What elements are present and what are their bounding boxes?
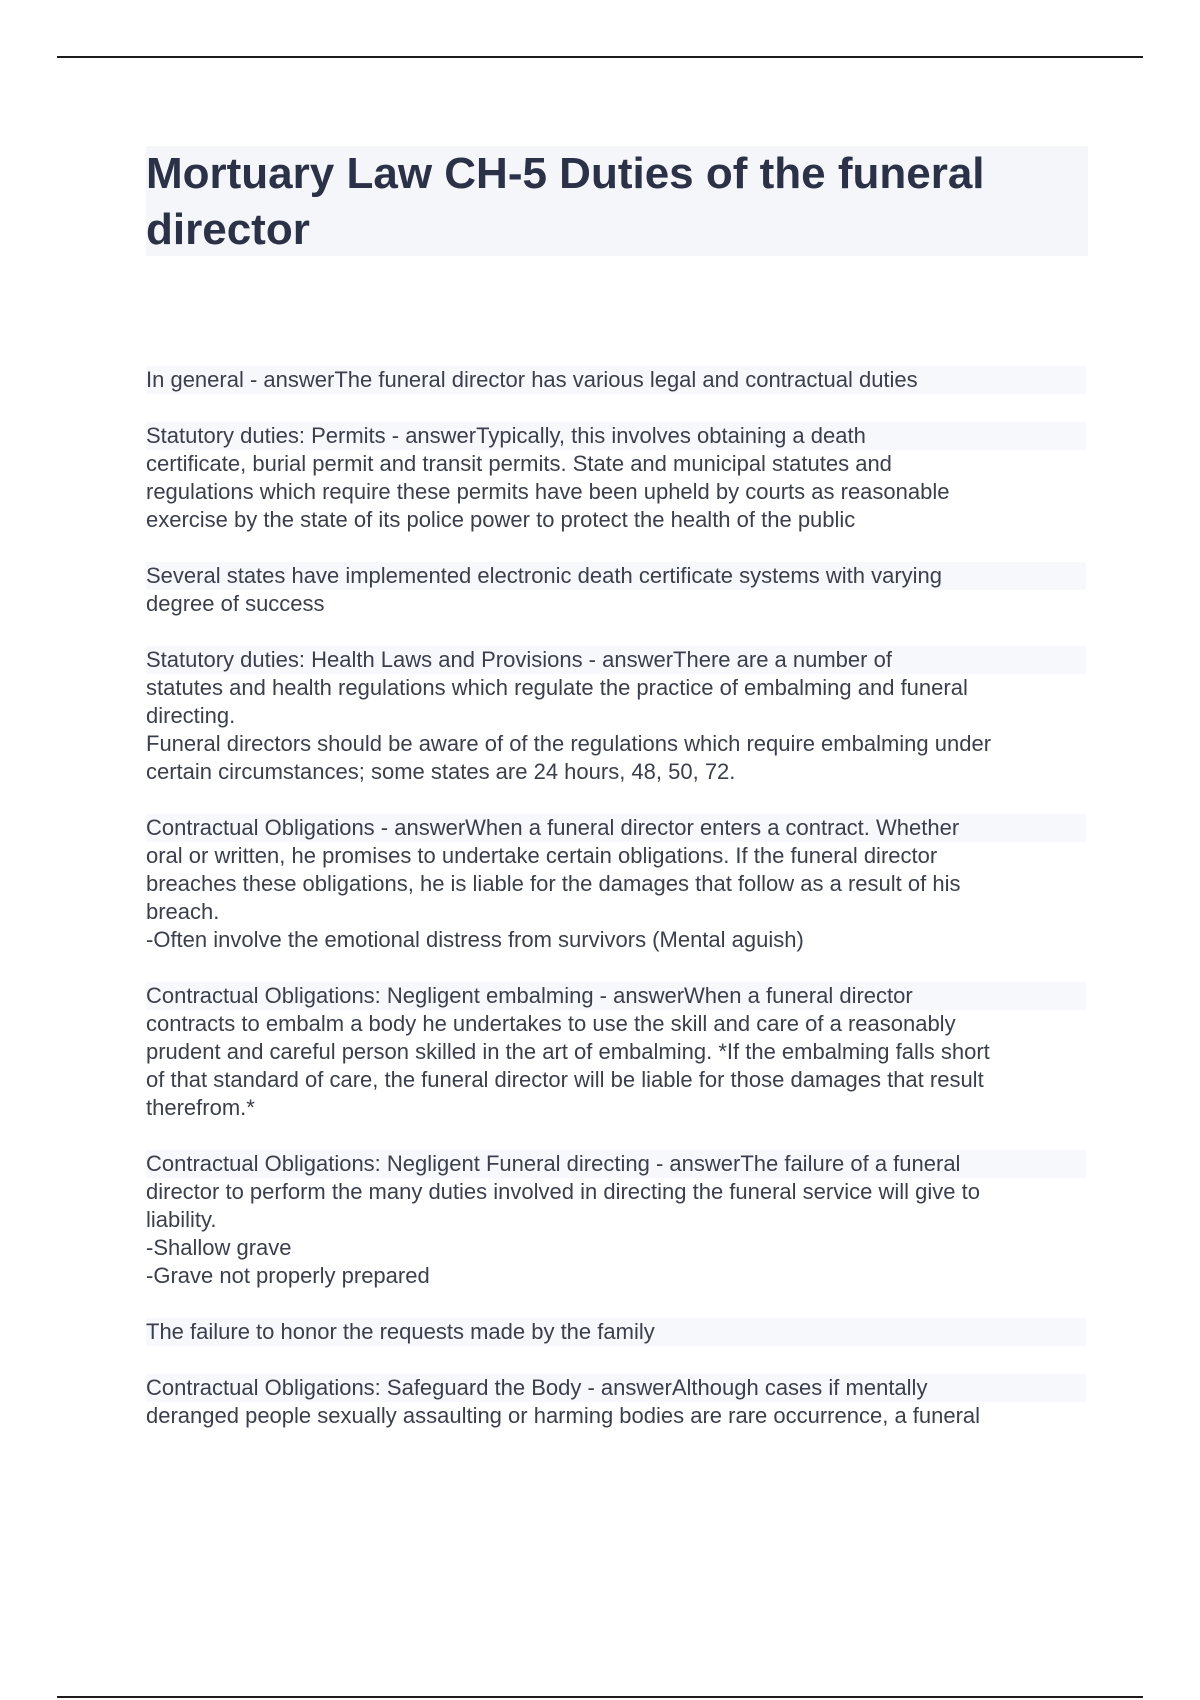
entry-definition: therefrom.* <box>146 1095 255 1120</box>
entry-definition: regulations which require these permits have been upheld by courts as reasonable <box>146 479 950 504</box>
entry-definition: liability. <box>146 1207 217 1232</box>
entry-line <box>146 1150 1086 1178</box>
entry-line <box>146 1374 1086 1402</box>
entry-line <box>146 422 1086 450</box>
entry-definition: prudent and careful person skilled in the art of embalming. *If the embalming falls short <box>146 1039 990 1064</box>
entry-definition: When a funeral director <box>684 983 913 1008</box>
title-line: Mortuary Law CH-5 Duties of the funeral <box>146 149 985 198</box>
entry-definition: certificate, burial permit and transit permits. State and municipal statutes and <box>146 451 892 476</box>
entry-definition: -Shallow grave <box>146 1235 292 1260</box>
entry-definition: Funeral directors should be aware of of the regulations which require embalming under <box>146 731 992 756</box>
entry-definition: Typically, this involves obtaining a death <box>476 423 866 448</box>
flashcard-entry <box>146 1374 1086 1430</box>
entry-line <box>146 366 1086 394</box>
entry-definition: oral or written, he promises to undertake certain obligations. If the funeral director <box>146 843 938 868</box>
entry-term: Statutory duties: Permits - answer <box>146 423 477 448</box>
entry-definition: The failure to honor the requests made by the family <box>146 1318 1086 1346</box>
flashcard-entry <box>146 562 1086 618</box>
entry-line <box>146 814 1086 842</box>
entry-term: Statutory duties: Health Laws and Provisions - answer <box>146 647 674 672</box>
entry-definition: The funeral director has various legal and contractual duties <box>334 367 918 392</box>
entry-line <box>146 982 1086 1010</box>
entry-definition: of that standard of care, the funeral director will be liable for those damages that result <box>146 1067 984 1092</box>
entry-definition: statutes and health regulations which regulate the practice of embalming and funeral <box>146 675 968 700</box>
entry-definition: -Often involve the emotional distress from survivors (Mental aguish) <box>146 927 804 952</box>
flashcard-entry <box>146 1150 1086 1290</box>
flashcard-entry <box>146 422 1086 534</box>
footer-rule <box>57 1696 1143 1698</box>
entry-definition: degree of success <box>146 591 325 616</box>
flashcard-entry <box>146 646 1086 786</box>
entry-term: Contractual Obligations - answer <box>146 815 466 840</box>
entry-definition: deranged people sexually assaulting or harming bodies are rare occurrence, a funeral <box>146 1403 981 1428</box>
entry-definition: contracts to embalm a body he undertakes to use the skill and care of a reasonably <box>146 1011 956 1036</box>
entry-definition: breaches these obligations, he is liable for the damages that follow as a result of his <box>146 871 961 896</box>
header-rule <box>57 56 1143 58</box>
entry-term: In general - answer <box>146 367 335 392</box>
entry-definition: Several states have implemented electronic death certificate systems with varying <box>146 562 1086 590</box>
entry-definition: There are a number of <box>673 647 892 672</box>
entry-definition: Although cases if mentally <box>671 1375 928 1400</box>
flashcard-entry <box>146 366 1086 394</box>
flashcard-entry <box>146 982 1086 1122</box>
entry-definition: When a funeral director enters a contract. Whether <box>465 815 960 840</box>
entry-definition: The failure of a funeral <box>740 1151 961 1176</box>
entry-term: Contractual Obligations: Negligent embalming - answer <box>146 983 685 1008</box>
entry-term: Contractual Obligations: Safeguard the Body - answer <box>146 1375 672 1400</box>
entry-definition: exercise by the state of its police power to protect the health of the public <box>146 507 856 532</box>
entry-definition: breach. <box>146 899 220 924</box>
entry-definition: directing. <box>146 703 236 728</box>
page-title <box>146 146 1076 258</box>
flashcard-entry <box>146 1318 1086 1346</box>
title-line: director <box>146 205 310 254</box>
entry-definition: certain circumstances; some states are 24 hours, 48, 50, 72. <box>146 759 736 784</box>
entry-line <box>146 646 1086 674</box>
flashcard-entry <box>146 814 1086 954</box>
entry-term: Contractual Obligations: Negligent Funeral directing - answer <box>146 1151 741 1176</box>
flashcard-list <box>146 366 1086 1458</box>
entry-definition: director to perform the many duties involved in directing the funeral service will give to <box>146 1179 980 1204</box>
entry-definition: -Grave not properly prepared <box>146 1263 430 1288</box>
